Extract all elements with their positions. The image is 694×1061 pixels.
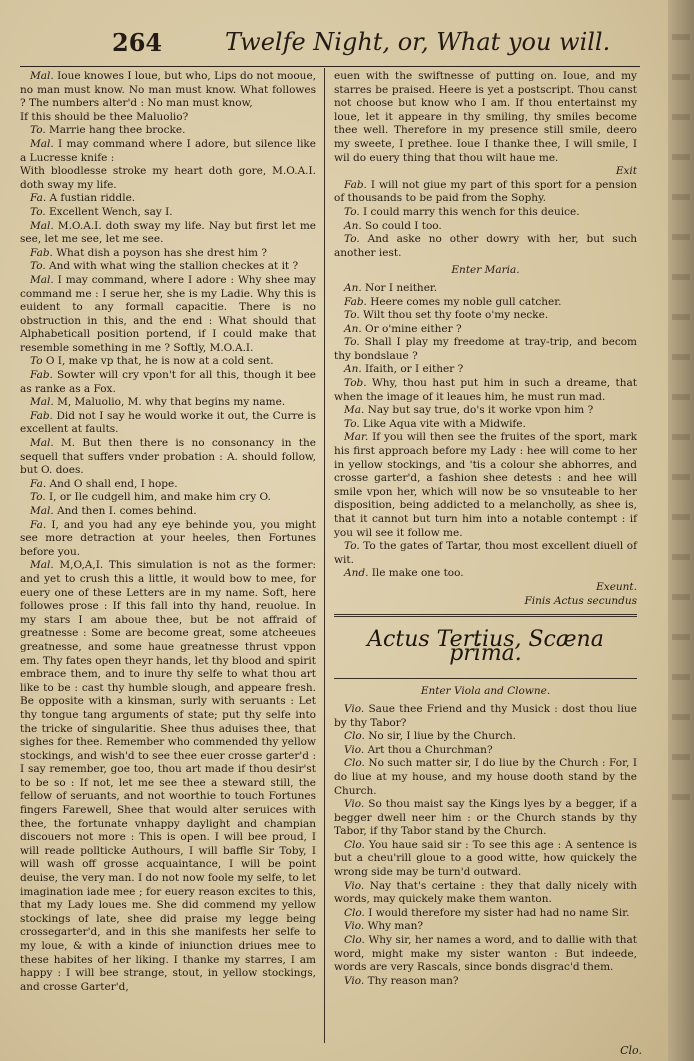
dialogue-text: Did not I say he would worke it out, the Curre is excellent at faults.	[20, 409, 316, 436]
speaker-name: Mal.	[30, 437, 54, 450]
stage-direction	[334, 581, 637, 595]
dialogue-line	[20, 220, 316, 247]
dialogue-line	[20, 491, 316, 505]
dialogue-text: Nor I neither.	[365, 281, 438, 294]
dialogue-text: You haue said sir : To see this age : A sentence is but a cheu'rill gloue to a good witte, how quickely the wrong side may be turn'd outward.	[334, 838, 637, 879]
dialogue-text: Art thou a Churchman?	[367, 743, 493, 756]
section-rule	[334, 678, 637, 679]
speaker-name: Clo.	[344, 730, 365, 743]
dialogue-text: M,O,A,I. This simulation is not as the former: and yet to crush this a little, it would bow to mee, for euery one of these Letters are in my name. Soft, here followes prose : If this fall into thy hand, reuolue. In my stars I am aboue thee, but be not affraid of greatnesse : Some are become great, some atcheeues greatnesse, and some haue greatnesse thrust vppon em. Thy fates open theyr hands, let thy blood and spirit embrace them, and to inure thy selfe to what thou art like to be : cast thy humble slough, and appeare fresh. Be opposite with a kinsman, surly with seruants : Let thy tongue tang arguments of state; put thy selfe into the tricke of singularitie. Shee thus aduises thee, that sighes for thee. Remember who commended thy yellow stockings, and wish'd to see thee euer crosse garter'd : I say remember, goe too, thou art made if thou desir'st to be so : If not, let me see thee a steward still, the fellow of seruants, and not woorthie to touch Fortunes fingers Farewell, Shee that would alter seruices with thee, the fortunate vnhappy daylight and champian discouers not more : This is open. I will bee proud, I will reade pollticke Authours, I will baffle Sir Toby, I will wash off grosse acquaintance, I will be point deuise, the very man. I do not now foole my selfe, to let imagination iade mee ; for euery reason excites to this, that my Lady loues me. She did commend my yellow stockings of late, shee did praise my legge being crossegarter'd, and in this she manifests her selfe to my loue, & with a kinde of iniunction driues mee to these habites of her liking. I thanke my starres, I am happy : I will bee strange, stout, in yellow stockings, and crosse Garter'd,	[20, 559, 316, 993]
speaker-name: Clo.	[344, 906, 365, 919]
dialogue-line	[334, 404, 637, 418]
dialogue-line	[334, 323, 637, 337]
speaker-name: To.	[30, 491, 46, 504]
dialogue-line	[20, 165, 316, 192]
dialogue-text: Ioue knowes I loue, but who, Lips do not mooue, no man must know. No man must know. What followes ? The numbers alter'd : No man must know,	[20, 70, 316, 110]
speaker-name: Fab.	[344, 178, 367, 191]
dialogue-text: euen with the swiftnesse of putting on. Ioue, and my starres be praised. Heere is yet a postscript. Thou canst not choose but know who I am. If thou entertainst my loue, let it appeare in thy smiling, thy smiles become thee well. Therefore in my presence still smile, deero my sweete, I prethee. Ioue I thanke thee, I will smile, I wil do euery thing that thou wilt haue me.	[334, 70, 637, 164]
speaker-name: To	[30, 355, 43, 368]
speaker-name: To.	[30, 124, 46, 137]
dialogue-text: And aske no other dowry with her, but such another iest.	[334, 233, 637, 259]
speaker-name: To.	[30, 260, 46, 273]
speaker-name: Fab.	[30, 409, 53, 422]
dialogue-text: I will not giue my part of this sport for a pension of thousands to be paid from the Sophy.	[334, 178, 637, 205]
entrance-text: Enter Viola and Clowne.	[420, 685, 551, 698]
dialogue-line	[334, 336, 637, 363]
dialogue-line	[20, 505, 316, 519]
dialogue-line	[20, 70, 316, 111]
dialogue-line	[334, 179, 637, 206]
speaker-name: To.	[344, 336, 360, 349]
dialogue-line	[334, 703, 637, 730]
speaker-name: Mal.	[30, 273, 54, 286]
speaker-name: Mal.	[30, 559, 54, 572]
dialogue-text: Marrie hang thee brocke.	[49, 124, 186, 137]
speaker-name: Fa.	[30, 518, 47, 531]
act-heading: Actus Tertius, Scæna prima.	[367, 627, 604, 666]
speaker-name: Mal.	[30, 137, 54, 150]
dialogue-text: Excellent Wench, say I.	[49, 205, 173, 218]
dialogue-text: I could marry this wench for this deuice.	[363, 205, 580, 218]
speaker-name: Mal.	[30, 396, 54, 409]
dialogue-line	[20, 355, 316, 369]
dialogue-text: Saue thee Friend and thy Musick : dost thou liue by thy Tabor?	[334, 702, 637, 729]
dialogue-line	[334, 363, 637, 377]
dialogue-text: A fustian riddle.	[49, 192, 136, 205]
dialogue-text: Ile make one too.	[371, 567, 464, 580]
speaker-name: Fa.	[30, 192, 47, 205]
dialogue-line	[334, 309, 637, 323]
dialogue-line	[334, 934, 637, 975]
dialogue-text: Nay that's certaine : they that dally nicely with words, may quickely make them wanton.	[334, 879, 637, 906]
dialogue-text: To the gates of Tartar, thou most excellent diuell of wit.	[334, 540, 637, 566]
speaker-name: Fab.	[344, 295, 367, 308]
running-title: Twelfe Night, or, What you will.	[225, 28, 611, 56]
page-number: 264	[112, 28, 163, 57]
dialogue-line	[334, 907, 637, 921]
stage-direction	[334, 595, 637, 609]
dialogue-line	[334, 282, 637, 296]
dialogue-line	[334, 233, 637, 260]
speaker-name: Clo.	[344, 838, 365, 851]
dialogue-line	[20, 519, 316, 560]
column-divider	[324, 68, 325, 1043]
entrance-text: Enter Maria.	[451, 264, 520, 277]
dialogue-line	[20, 247, 316, 261]
speaker-name: Ma.	[344, 404, 365, 417]
dialogue-line	[20, 111, 316, 125]
speaker-name: Vio.	[344, 920, 365, 933]
speaker-name: To.	[344, 205, 360, 218]
dialogue-line	[20, 410, 316, 437]
stage-direction-text: Exeunt.	[596, 580, 637, 593]
dialogue-line	[334, 418, 637, 432]
speaker-name: Mar.	[344, 431, 369, 444]
stage-direction-text: Exit	[615, 165, 637, 178]
speaker-name: An.	[344, 281, 362, 294]
dialogue-text: Why sir, her names a word, and to dallie with that word, might make my sister wanton : But indeede, words are very Rascals, since bonds disgrac'd them.	[334, 934, 637, 974]
dialogue-line	[334, 431, 637, 540]
dialogue-text: Like Aqua vite with a Midwife.	[363, 417, 526, 430]
left-column	[20, 70, 316, 994]
dialogue-line	[334, 798, 637, 839]
dialogue-text: No such matter sir, I do liue by the Church : For, I do liue at my house, and my house dooth stand by the Church.	[334, 757, 637, 797]
right-column	[334, 70, 637, 988]
speaker-name: Tob.	[344, 377, 367, 390]
dialogue-text: I, or Ile cudgell him, and make him cry O.	[49, 491, 271, 504]
speaker-name: Clo.	[344, 757, 365, 770]
speaker-name: And.	[344, 567, 369, 580]
dialogue-line	[334, 296, 637, 310]
speaker-name: To.	[30, 205, 46, 218]
speaker-name: To.	[344, 309, 360, 322]
page-header	[20, 22, 640, 67]
dialogue-line	[20, 559, 316, 994]
dialogue-text: So thou maist say the Kings lyes by a begger, if a begger dwell neer him : or the Church stands by thy Tabor, if thy Tabor stand by the Church.	[334, 798, 638, 838]
speaker-name: Fab.	[30, 369, 53, 382]
speaker-name: An.	[344, 322, 362, 335]
speaker-name: Vio.	[344, 974, 365, 987]
speaker-name: An.	[344, 219, 362, 232]
dialogue-text: Nay but say true, do's it worke vpon him ?	[367, 404, 594, 417]
dialogue-line	[334, 880, 637, 907]
dialogue-line	[334, 206, 637, 220]
dialogue-text: Wilt thou set thy foote o'my necke.	[363, 309, 549, 322]
dialogue-line	[20, 369, 316, 396]
stage-direction-text: Finis Actus secundus	[524, 594, 637, 607]
dialogue-text: And then I. comes behind.	[57, 505, 197, 517]
dialogue-text: Heere comes my noble gull catcher.	[370, 295, 562, 308]
speaker-name: Mal.	[30, 70, 54, 82]
dialogue-line	[20, 192, 316, 206]
dialogue-text: I, and you had any eye behinde you, you might see more detraction at your heeles, then Fortunes before you.	[20, 518, 316, 558]
dialogue-line	[334, 377, 637, 404]
dialogue-text: Thy reason man?	[367, 974, 459, 987]
entrance-direction	[334, 264, 637, 278]
speaker-name: Mal.	[30, 219, 54, 232]
dialogue-text: What dish a poyson has she drest him ?	[56, 246, 267, 259]
adjacent-page-edge	[668, 0, 694, 1061]
dialogue-text: I may command where I adore, but silence like a Lucresse knife :	[20, 137, 317, 164]
dialogue-line	[20, 437, 316, 478]
dialogue-line	[20, 124, 316, 138]
dialogue-text: And with what wing the stallion checkes at it ?	[49, 260, 299, 273]
stage-direction	[334, 165, 637, 179]
dialogue-line	[334, 540, 637, 567]
dialogue-line	[334, 757, 637, 798]
dialogue-text: If you will then see the fruites of the sport, mark his first approach before my Lady : hee will come to her in yellow stockings, and 'tis a colour she abhorres, and crosse garter'd, a fashion shee detests : and hee will smile vpon her, which will now be so vnsuteable to her disposition, being addicted to a melancholly, as shee is, that it cannot but turn him into a notable contempt : if you wil see it follow me.	[334, 431, 637, 539]
speaker-name: Vio.	[344, 702, 365, 715]
dialogue-line	[334, 744, 637, 758]
dialogue-text: I would therefore my sister had had no name Sir.	[368, 906, 630, 919]
dialogue-line	[20, 396, 316, 410]
dialogue-text: Sowter will cry vpon't for all this, though it bee as ranke as a Fox.	[20, 369, 316, 395]
dialogue-text: M.O.A.I. doth sway my life. Nay but first let me see, let me see, let me see.	[20, 219, 316, 246]
dialogue-line	[334, 730, 637, 744]
dialogue-text: I may command, where I adore : Why shee may command me : I serue her, she is my Ladie. Why this is euident to any formall capacitie. There is no obstruction in this, and the end : What should that Alphabeticall position portend, if I could make that resemble something in me ? Softly, M.O.A.I.	[20, 273, 316, 354]
dialogue-line	[334, 70, 637, 165]
catchword: Clo.	[620, 1044, 642, 1057]
dialogue-line	[334, 920, 637, 934]
dialogue-line	[20, 274, 316, 356]
dialogue-line	[20, 138, 316, 165]
dialogue-line	[20, 260, 316, 274]
speaker-name: Fa.	[30, 477, 47, 490]
dialogue-text: And O shall end, I hope.	[49, 477, 178, 490]
dialogue-text: If this should be thee Maluolio?	[20, 110, 189, 123]
dialogue-text: O I, make vp that, he is now at a cold sent.	[45, 355, 274, 368]
dialogue-text: Ifaith, or I either ?	[365, 363, 464, 376]
dialogue-text: With bloodlesse stroke my heart doth gore, M.O.A.I. doth sway my life.	[20, 165, 316, 191]
speaker-name: To.	[344, 417, 360, 430]
dialogue-line	[334, 975, 637, 989]
dialogue-text: Shall I play my freedome at tray-trip, and becom thy bondslaue ?	[334, 336, 637, 362]
dialogue-text: Or o'mine either ?	[365, 322, 462, 335]
speaker-name: Clo.	[344, 934, 365, 947]
speaker-name: Vio.	[344, 743, 365, 756]
speaker-name: To.	[344, 233, 360, 246]
dialogue-text: So could I too.	[365, 219, 442, 232]
dialogue-text: M, Maluolio, M. why that begins my name.	[57, 396, 286, 409]
entrance-direction	[334, 685, 637, 699]
dialogue-text: No sir, I liue by the Church.	[368, 730, 516, 743]
dialogue-text: M. But then there is no consonancy in the sequell that suffers vnder probation : A. should follow, but O. does.	[20, 437, 317, 477]
dialogue-line	[20, 478, 316, 492]
speaker-name: Mal.	[30, 505, 54, 517]
speaker-name: To.	[344, 540, 360, 553]
dialogue-line	[334, 220, 637, 234]
speaker-name: Vio.	[344, 879, 365, 892]
speaker-name: Fab.	[30, 246, 53, 259]
section-rule	[334, 614, 637, 617]
speaker-name: An.	[344, 363, 362, 376]
dialogue-line	[334, 567, 637, 581]
dialogue-text: Why man?	[367, 920, 424, 933]
speaker-name: Vio.	[344, 798, 365, 811]
dialogue-line	[334, 839, 637, 880]
dialogue-text: Why, thou hast put him in such a dreame, that when the image of it leaues him, he must run mad.	[334, 377, 637, 403]
dialogue-line	[20, 206, 316, 220]
